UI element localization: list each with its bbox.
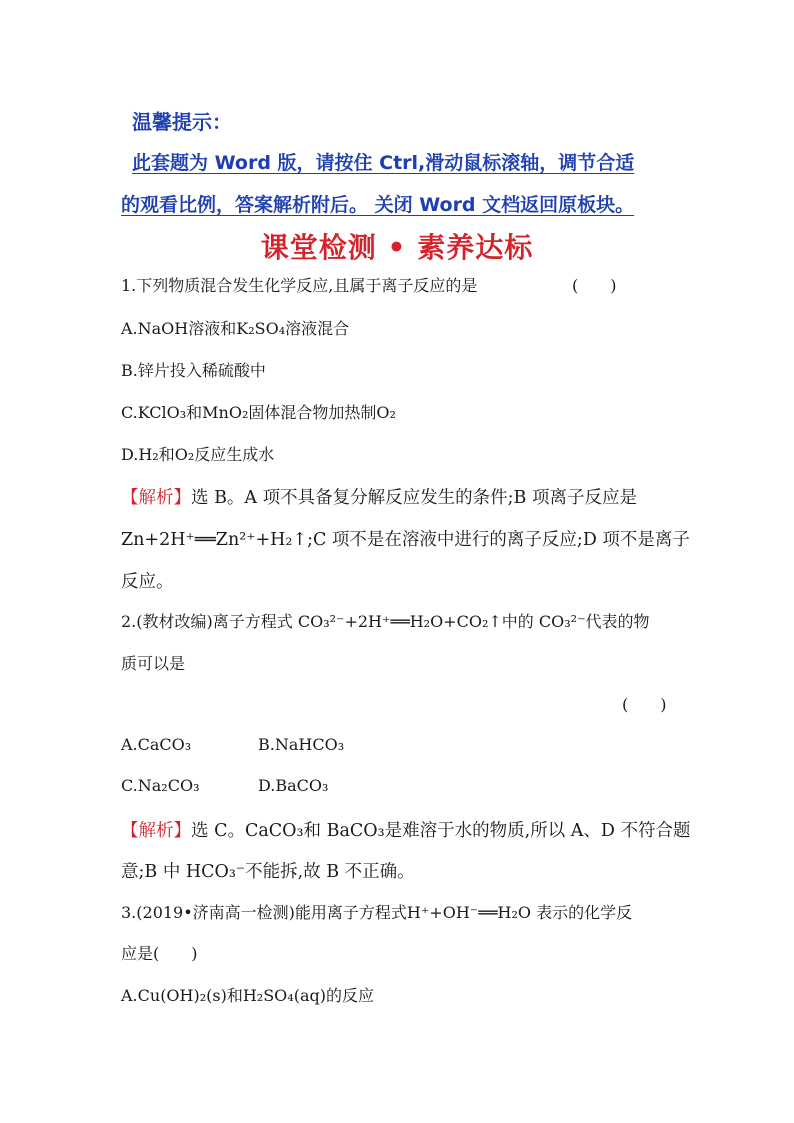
q2-explanation-tag: 【解析】 — [121, 821, 191, 841]
q1-option-a: A.NaOH溶液和K₂SO₄溶液混合 — [121, 319, 350, 338]
q1-stem — [121, 273, 477, 296]
q2-explanation-line-2: 意;B 中 HCO₃⁻不能拆,故 B 不正确。 — [121, 862, 415, 882]
q2-stem-line-1: 2.(教材改编)离子方程式 CO₃²⁻+2H⁺══H₂O+CO₂↑中的 CO₃²⁻代表的物 — [121, 612, 650, 631]
tip-title: 温馨提示： — [132, 110, 232, 134]
q1-option-b: B.锌片投入稀硫酸中 — [121, 361, 266, 380]
q1-answer-paren: ( ) — [572, 276, 617, 295]
q2-option-b: B.NaHCO₃ — [258, 735, 345, 754]
tip-line-2: 的观看比例，答案解析附后。 关闭 Word 文档返回原板块。 — [121, 194, 635, 216]
q3-stem-line-2: 应是( ) — [121, 944, 198, 963]
q1-explanation-text-1: 选 B。A 项不具备复分解反应发生的条件;B 项离子反应是 — [191, 488, 637, 508]
q3-stem-line-1: 3.(2019•济南高一检测)能用离子方程式H⁺+OH⁻══H₂O 表示的化学反 — [121, 903, 633, 922]
section-heading: 课堂检测 • 素养达标 — [260, 231, 534, 264]
q1-stem-text: 1.下列物质混合发生化学反应,且属于离子反应的是 — [121, 276, 478, 295]
q2-option-a: A.CaCO₃ — [121, 735, 192, 754]
q1-explanation-tag: 【解析】 — [121, 488, 191, 508]
q1-explanation-line-3: 反应。 — [121, 572, 174, 592]
q2-stem-line-2: 质可以是 — [121, 654, 186, 673]
q2-explanation-line-1 — [121, 817, 691, 842]
q2-option-c: C.Na₂CO₃ — [121, 776, 200, 795]
q2-answer-paren: ( ) — [622, 695, 667, 714]
q3-option-a: A.Cu(OH)₂(s)和H₂SO₄(aq)的反应 — [121, 986, 374, 1005]
q2-option-d: D.BaCO₃ — [258, 776, 329, 795]
q1-explanation-line-1 — [121, 484, 637, 509]
q1-option-c: C.KClO₃和MnO₂固体混合物加热制O₂ — [121, 403, 396, 422]
tip-line-1: 此套题为 Word 版，请按住 Ctrl,滑动鼠标滚轴，调节合适 — [132, 152, 635, 174]
q1-explanation-line-2: Zn+2H⁺══Zn²⁺+H₂↑;C 项不是在溶液中进行的离子反应;D 项不是离子 — [121, 530, 690, 550]
q2-explanation-text-1: 选 C。CaCO₃和 BaCO₃是难溶于水的物质,所以 A、D 不符合题 — [191, 821, 691, 841]
q1-option-d: D.H₂和O₂反应生成水 — [121, 445, 275, 464]
